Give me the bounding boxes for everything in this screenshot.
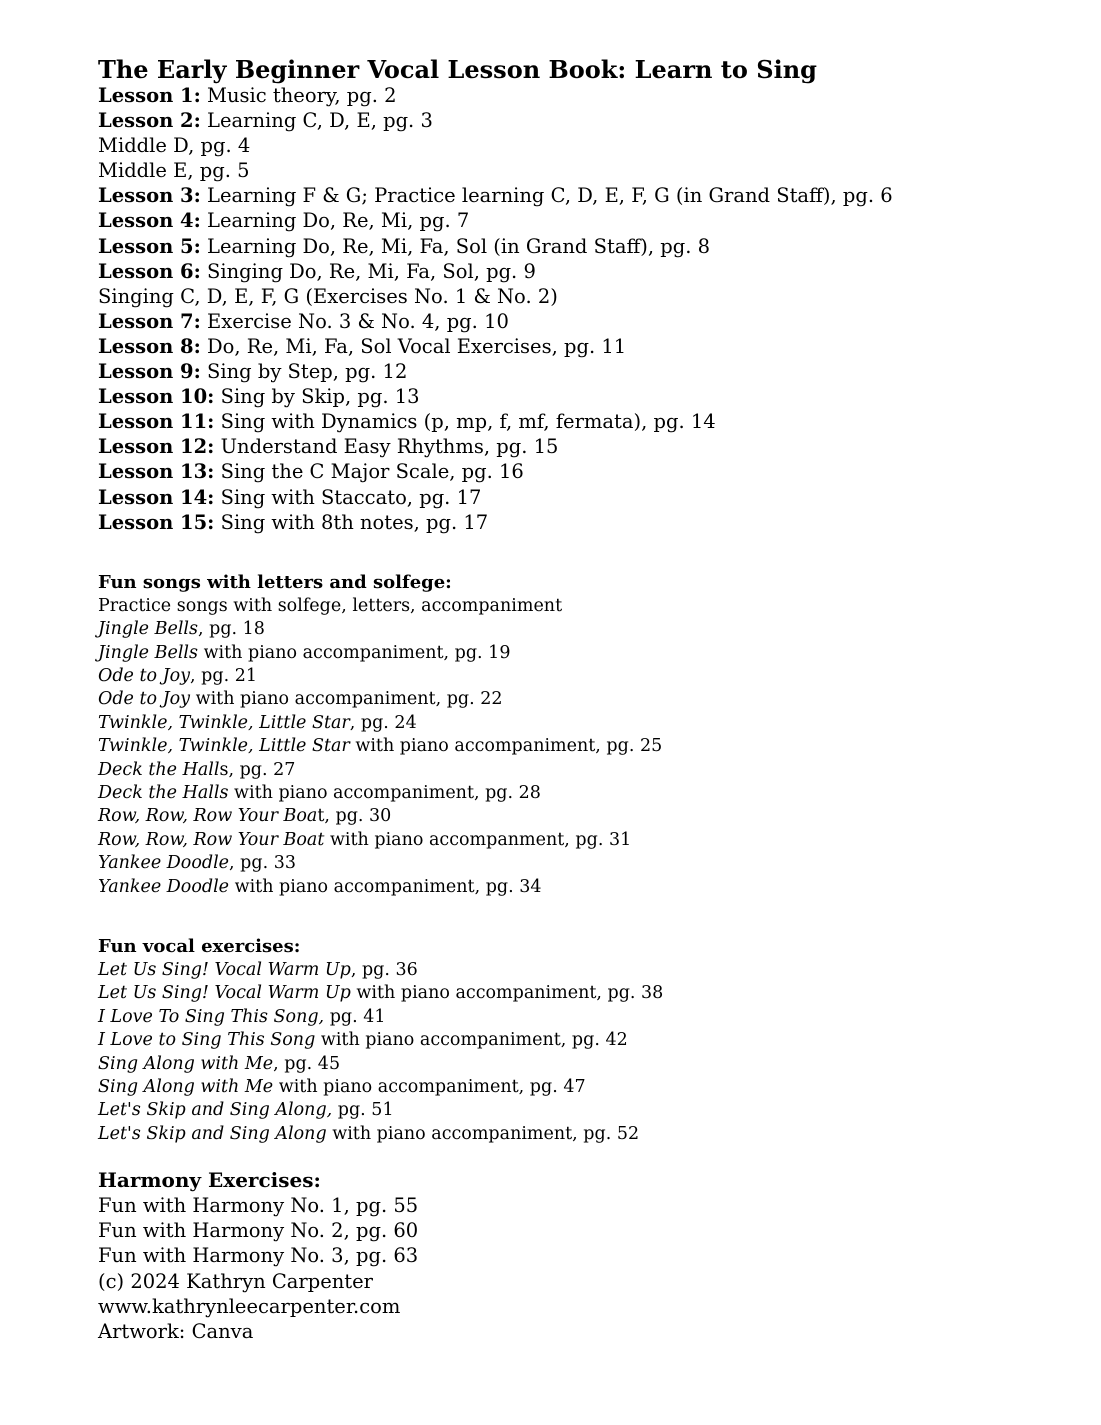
song-title: Deck the Halls: [98, 782, 229, 803]
lesson-text: Middle D, pg. 4: [98, 134, 251, 158]
song-detail: , pg. 21: [190, 665, 257, 686]
song-detail: t, pg. 30: [317, 806, 392, 827]
vocal-exercises-section: [98, 935, 1058, 1146]
list-item: Fun with Harmony No. 3, pg. 63: [98, 1244, 419, 1268]
lesson-text: Learning Do, Re, Mi, Fa, Sol (in Grand Staff), pg. 8: [200, 234, 711, 258]
lesson-label: Lesson 7:: [98, 309, 201, 333]
list-item: Fun with Harmony No. 1, pg. 55: [98, 1194, 419, 1218]
lesson-text: Sing the C Major Scale, pg. 16: [214, 460, 524, 484]
lesson-label: Lesson 5:: [98, 234, 201, 258]
exercise-title: Let Us Sing! Vocal Warm Up: [98, 983, 351, 1004]
lesson-item: [98, 158, 1058, 183]
list-item: [98, 759, 1058, 782]
song-title: Yankee Doodle: [98, 876, 230, 897]
lesson-item: [98, 409, 1058, 434]
lesson-text: Sing with Dynamics (p, mp, f, mf, fermata), pg. 14: [214, 410, 716, 434]
exercise-detail: with piano accompaniment, pg. 52: [326, 1123, 640, 1144]
lesson-item: [98, 259, 1058, 284]
song-detail: with piano accompaniment, pg. 34: [229, 876, 542, 897]
song-title: Row, Row, Row Your Boa: [98, 806, 318, 827]
footer: [98, 1269, 1058, 1344]
exercise-title: Let's Skip and Sing Along: [98, 1123, 327, 1144]
lesson-label: Lesson 1:: [98, 84, 201, 107]
exercise-title: Let Us Sing! Vocal Warm Up: [98, 959, 351, 980]
lesson-label: Lesson 8:: [98, 334, 201, 358]
website: www.kathrynleecarpenter.com: [98, 1294, 401, 1318]
lesson-text: Learning F & G; Practice learning C, D, E, F, G (in Grand Staff), pg. 6: [200, 184, 893, 208]
song-detail: with piano accompaniment, pg. 28: [228, 782, 541, 803]
song-detail: , pg. 33: [229, 853, 296, 874]
list-item: [98, 642, 1058, 665]
song-title: Row, Row, Row Your Boat: [98, 829, 325, 850]
lesson-text: Singing Do, Re, Mi, Fa, Sol, pg. 9: [200, 259, 536, 283]
lesson-text: Learning C, D, E, pg. 3: [200, 109, 433, 133]
lesson-item: [98, 334, 1058, 359]
lesson-item: [98, 284, 1058, 309]
list-item: [98, 1053, 1058, 1076]
list-item: [98, 1029, 1058, 1052]
lesson-label: Lesson 15:: [98, 510, 215, 534]
lesson-item: [98, 459, 1058, 484]
lesson-text: Sing by Step, pg. 12: [200, 360, 408, 384]
lesson-label: Lesson 10:: [98, 385, 215, 409]
list-item: [98, 805, 1058, 828]
exercise-detail: , pg. 36: [350, 959, 418, 980]
list-item: [98, 665, 1058, 688]
song-title: Jingle Bells: [98, 619, 198, 640]
song-title: Ode to Joy: [98, 665, 191, 686]
lesson-item: [98, 108, 1058, 133]
list-item: [98, 688, 1058, 711]
document-title: The Early Beginner Vocal Lesson Book: Learn to Sing: [98, 55, 817, 84]
lesson-text: Understand Easy Rhythms, pg. 15: [214, 435, 559, 459]
lesson-label: Lesson 6:: [98, 259, 201, 283]
exercise-detail: , pg. 45: [273, 1053, 341, 1074]
exercise-detail: with piano accompaniment, pg. 42: [315, 1030, 628, 1051]
list-item: [98, 1123, 1058, 1146]
harmony-section: [98, 1168, 1058, 1268]
song-title: Deck the Hall: [98, 759, 220, 780]
copyright: (c) 2024 Kathryn Carpenter: [98, 1269, 373, 1293]
section-intro: Practice songs with solfege, letters, accompaniment: [98, 595, 563, 616]
lesson-item: [98, 434, 1058, 459]
list-item: [98, 959, 1058, 982]
lesson-label: Lesson 14:: [98, 485, 215, 509]
lesson-text: Middle E, pg. 5: [98, 159, 250, 183]
song-detail: with piano accompaniment, pg. 25: [349, 736, 663, 757]
artwork-credit: Artwork: Canva: [98, 1319, 254, 1343]
lesson-item: [98, 309, 1058, 334]
list-item: [98, 1099, 1058, 1122]
lesson-item: [98, 234, 1058, 259]
song-detail: with piano accompaniment, pg. 19: [198, 642, 511, 663]
lesson-item: [98, 133, 1058, 158]
lesson-text: Learning Do, Re, Mi, pg. 7: [200, 209, 470, 233]
list-item: Fun with Harmony No. 2, pg. 60: [98, 1219, 419, 1243]
lesson-text: Music theory, pg. 2: [200, 84, 397, 107]
list-item: [98, 1006, 1058, 1029]
fun-songs-section: [98, 571, 1058, 899]
lesson-text: Exercise No. 3 & No. 4, pg. 10: [200, 309, 509, 333]
lesson-label: Lesson 2:: [98, 109, 201, 133]
lesson-text: Sing by Skip, pg. 13: [214, 385, 420, 409]
song-detail: s, pg. 27: [219, 759, 296, 780]
exercise-detail: pg. 41: [324, 1006, 386, 1027]
lesson-item: [98, 359, 1058, 384]
song-title: Twinkle, Twinkle, Little Star: [98, 712, 350, 733]
list-item: [98, 712, 1058, 735]
exercise-title: I Love To Sing This Song,: [98, 1006, 325, 1027]
lesson-label: Lesson 4:: [98, 209, 201, 233]
list-item: [98, 782, 1058, 805]
exercise-detail: with piano accompaniment, pg. 47: [273, 1077, 586, 1097]
exercise-title: Sing Along with Me: [98, 1053, 274, 1074]
song-title: Twinkle, Twinkle, Little Star: [98, 736, 350, 757]
song-detail: with piano accompaniment, pg. 22: [190, 689, 503, 710]
lesson-text: Sing with Staccato, pg. 17: [214, 485, 482, 509]
lesson-item: [98, 183, 1058, 208]
list-item: [98, 982, 1058, 1005]
section-heading: Fun songs with letters and solfege:: [98, 571, 452, 593]
list-item: [98, 1076, 1058, 1099]
lesson-item: [98, 384, 1058, 409]
song-detail: with piano accompanment, pg. 31: [324, 829, 632, 850]
lesson-label: Lesson 3:: [98, 184, 201, 208]
section-heading: Harmony Exercises:: [98, 1168, 321, 1193]
lesson-label: Lesson 11:: [98, 410, 215, 434]
lesson-list: [98, 83, 1058, 535]
lesson-label: Lesson 12:: [98, 435, 215, 459]
lesson-text: Singing C, D, E, F, G (Exercises No. 1 & No. 2): [98, 284, 558, 308]
list-item: [98, 618, 1058, 641]
section-heading: Fun vocal exercises:: [98, 935, 301, 957]
lesson-item: [98, 83, 1058, 108]
exercise-detail: with piano accompaniment, pg. 38: [350, 983, 664, 1004]
lesson-text: Do, Re, Mi, Fa, Sol Vocal Exercises, pg. 11: [200, 334, 627, 358]
lesson-item: [98, 485, 1058, 510]
song-title: Jingle Bells: [98, 642, 198, 663]
exercise-title: Sing Along with Me: [98, 1077, 274, 1097]
list-item: [98, 852, 1058, 875]
exercise-title: Let's Skip and Sing Along,: [98, 1100, 333, 1121]
document-page: [98, 56, 1058, 1344]
lesson-item: [98, 208, 1058, 233]
lesson-label: Lesson 9:: [98, 360, 201, 384]
song-detail: , pg. 18: [198, 619, 265, 640]
lesson-item: [98, 510, 1058, 535]
song-title: Yankee Doodle: [98, 853, 230, 874]
song-title: Ode to Joy: [98, 689, 191, 710]
list-item: [98, 876, 1058, 899]
lesson-label: Lesson 13:: [98, 460, 215, 484]
exercise-title: I Love to Sing This Song: [98, 1030, 316, 1051]
list-item: [98, 735, 1058, 758]
list-item: [98, 829, 1058, 852]
exercise-detail: pg. 51: [332, 1100, 394, 1121]
song-detail: , pg. 24: [349, 712, 417, 733]
lesson-text: Sing with 8th notes, pg. 17: [214, 510, 489, 534]
